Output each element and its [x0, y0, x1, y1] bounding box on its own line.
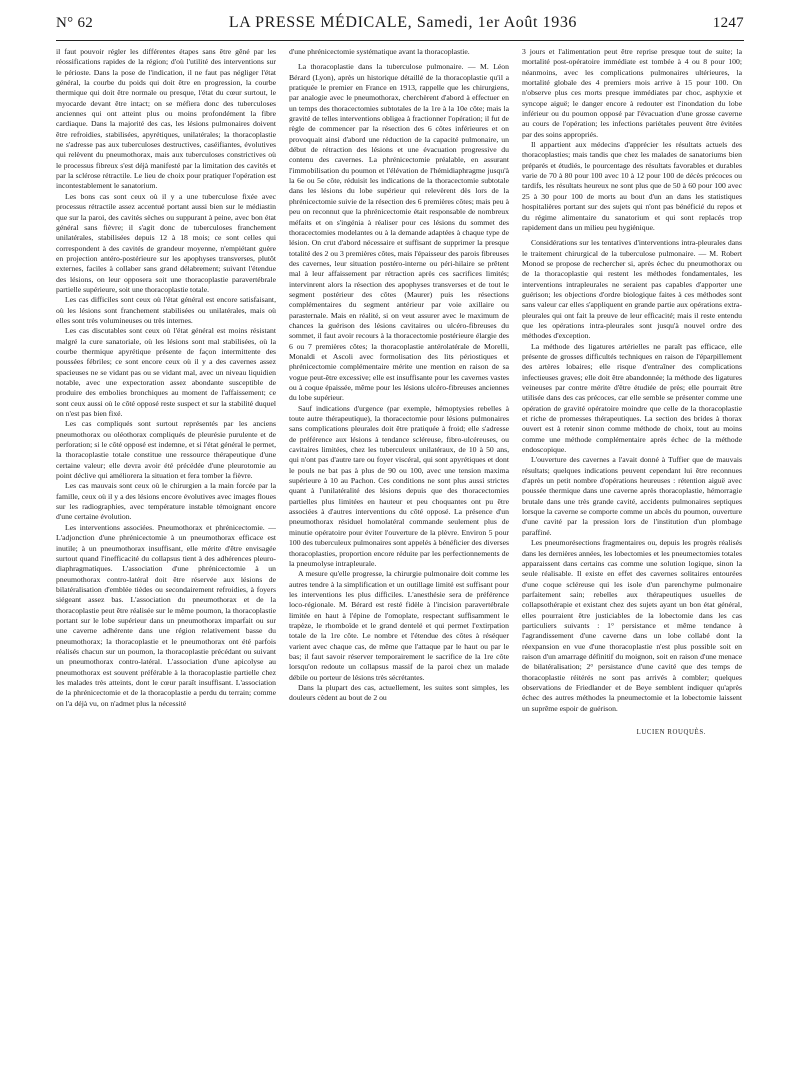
running-header [56, 14, 744, 40]
journal-title: LA PRESSE MÉDICALE, Samedi, 1er Août 1936 [228, 14, 578, 31]
paragraph: il faut pouvoir régler les différentes étapes sans être gêné par les réossifications rapides de la région; d'où l'utilité des interventions sur le périoste. Dans la pose de l'indication, il ne faut pas négliger l'état général, la courbe du poids qui doit être en progression, la courbe thermique qui doit être normale ou presque, l'état du cœur surtout, le myocarde devant être intact; on se méfiera donc des tuberculoses anciennes qui ont atteint plus ou moins profondément la fibre cardiaque. Dans la majorité des cas, les lésions pulmonaires doivent être refroidies, stabilisées, apyrétiques, unilatérales; la thoracoplastie ne s'adresse pas aux tuberculoses destructives, caséifiantes, évolutives qui relèvent du pneumothorax, mais aux tuberculoses constrictives où le processus fibreux s'est déjà manifesté par la limitation des cavités et par la sclérose rétractile. Le lieu de choix pour pratiquer l'opération est incontestablement le sanatorium. [56, 47, 276, 191]
text-columns [56, 47, 744, 1077]
paragraph: Les cas discutables sont ceux où l'état général est moins résistant malgré la cure sanatoriale, où les lésions sont mal stabilisées, où la courbe thermique apyrétique présente de façon intermittente des poussées fébriles; ce sont encore ceux où il y a des cavernes assez spacieuses ne se vidant pas ou se vidant mal, avec un niveau liquidien notable, avec une expectoration assez abondante susceptible de produire des embolies bronchiques au moment de l'affaissement; ce sont ceux aussi où le côté opposé reste suspect et sur la stabilité duquel on n'est pas bien fixé. [56, 326, 276, 419]
column-1 [56, 47, 276, 1077]
paragraph: Les cas compliqués sont surtout représentés par les anciens pneumothorax ou oléothorax compliqués de pleurésie purulente et de perforation; si le côté opposé est indemne, et si l'état général le permet, la thoracoplastie totale constitue une ressource thérapeutique d'une certaine valeur; elle devra avoir été précédée d'une pleurotomie au point déclive qui améliorera la situation et fera tomber la fièvre. [56, 419, 276, 481]
section-paragraph: Considérations sur les tentatives d'interventions intra-pleurales dans le traitement chirurgical de la tuberculose pulmonaire. — M. Robert Monod se propose de rechercher si, après échec du pneumothorax ou de la thoracoplastie qui restent les méthodes fondamentales, les interventions intrapleurales ne seraient pas capables d'apporter une guérison; les objections d'ordre biologique faites à ces méthodes sont sans valeur car elles s'appliquent en grande partie aux opérations extra-pleurales qui ont fait la preuve de leur efficacité; mais il reste entendu que les opérations intra-pleurales sont jusqu'à nouvel ordre des méthodes d'exception. [522, 238, 742, 341]
paragraph: Les interventions associées. Pneumothorax et phrénicectomie. — L'adjonction d'une phrénicectomie à un pneumothorax efficace est inutile; à un pneumothorax insuffisant, elle mérite d'être envisagée surtout quand l'inefficacité du collapsus tient à des adhérences pleuro-diaphragmatiques. L'association d'une phrénicectomie à un pneumothorax contro-latéral doit être réservée aux lésions de bilatéralisation d'emblée tièdes ou secondairement refroidies, à foyers siégeant assez bas. L'association du pneumothorax et de la thoracoplastie peut être réalisée sur le même poumon, la thoracoplastie portant sur le lobe supérieur dans un pneumothorax imparfait ou sur une caverne adhérente dans une région relativement basse du pneumothorax; la thoracoplastie et le pneumothorax ont été parfois réalisés chacun sur un poumon, la thoracoplastie précédant ou suivant un pneumothorax contro-latéral. L'association d'une apicolyse au pneumothorax est souvent préférable à la thoracoplastie partielle chez les malades très atteints, dont le cœur paraît insuffisant. L'association de la phrénicectomie et de la thoracoplastie a perdu du terrain; comme on l'a déjà vu, on n'admet plus la nécessité [56, 522, 276, 708]
paragraph: 3 jours et l'alimentation peut être reprise presque tout de suite; la mortalité post-opératoire immédiate est tombée à 4 ou 8 pour 100; néanmoins, avec les complications pulmonaires ultérieures, la mortalité globale des 4 premiers mois arrive à 15 pour 100. On n'observe plus ces morts presque immédiates par choc, asphyxie et syncope aiguë; le danger encore à redouter est l'inondation du lobe inférieur ou du poumon opposé par l'évacuation d'une grosse caverne au cours de l'opération; les infections pariétales peuvent être évitées par des soins appropriés. [522, 47, 742, 139]
paragraph: Sauf indications d'urgence (par exemple, hémoptysies rebelles à toute autre thérapeutique), la thoracectomie pour lésions pulmonaires sans complications pleurales doit être pratiquée à froid; elle s'adresse de préférence aux lésions à tendance scléreuse, fibro-ulcéreuses, ou cavitaires limitées, chez les tuberculeux unilatéraux, de 10 à 50 ans, qui n'ont pas d'autre tare ou foyer viscéral, qui sont apyrétiques et dont le pouls ne bat pas à plus de 90 ou 100, avec une tension maxima supérieure à 10 au Pachon. Ces conditions ne sont plus aussi strictes quant à l'unilatéralité des lésions depuis que des thoracectomies partielles plus limitées en hauteur et peu choquantes ont pu être associées à d'autres interventions du côté opposé. La présence d'un pneumothorax résiduel homolatéral commande seulement plus de minutie opératoire pour éviter l'ouverture de la plèvre. Environ 5 pour 100 des tuberculeux pulmonaires sont appelés à bénéficier des diverses thoracoplasties, proportion encore réduite par les perfectionnements de la pneumolyse intrapleurale. [289, 403, 509, 568]
section-paragraph: La thoracoplastie dans la tuberculose pulmonaire. — M. Léon Bérard (Lyon), après un historique détaillé de la thoracoplastie qu'il a pratiquée le premier en France en 1913, rappelle que les chirurgiens, par analogie avec le pneumothorax, cherchèrent d'abord à effectuer en un temps des thoracectomies subtotales de la 1re à la 10e côte; mais la gravité de telles interventions obligea à fractionner l'opération; il fut de règle de commencer par la résection des 6 côtes inférieures et on provoquait ainsi d'abord une réduction de la capacité pulmonaire, un début de rétraction des lésions et une évacuation progressive du contenu des cavernes. La phrénicectomie préalable, en assurant l'immobilisation du poumon et l'élévation de l'hémidiaphragme jusqu'à la 6e ou 5e côte, réduisit les indications de la thoracectomie subtotale dans les lésions du lobe supérieur qui relevèrent dès lors de la phrénicectomie suivie de la résection des 6 premières côtes; mais peu à peu on reconnut que la phrénicectomie était responsable de nombreux méfaits et on s'ingénia à réaliser pour ces lésions du sommet des thoracectomies modelantes ou à la demande adaptées à chaque type de lésion. On crut d'abord nécessaire et suffisant de supprimer la presque totalité des 2 ou 3 premières côtes, mais l'épaisseur des parois fibreuses des cavernes, leur situation postéro-interne ou péri-hilaire se prêtent mal à leur affaissement par rétraction après ces sacrifices limités; intervinrent alors la résection des apophyses transverses et de tout le segment postérieur des côtes (Maurer) puis les résections complémentaires du segment antérieur par voie axillaire ou parasternale. Mais en réalité, si on veut assurer avec le maximum de chances la guérison des lésions cavitaires ou ulcéro-fibreuses du sommet, il faut avoir recours à la thoracectomie postérieure élargie des 6 ou 7 premières côtes; la thoracoplastie antérolatérale de Morelli, Monaldi et Ascoli avec formolisation des lits périostiques et phrénicectomie complémentaire mérite une mention en raison de sa vogue peut-être excessive; elle est insuffisante pour les cavernes vastes ou à coque épaissée, même pour les lésions ulcéro-fibreuses anciennes du lobe supérieur. [289, 62, 509, 403]
paragraph: d'une phrénicectomie systématique avant la thoracoplastie. [289, 47, 470, 56]
paragraph: La méthode des ligatures artérielles ne paraît pas efficace, elle présente de grosses difficultés techniques en raison de l'éparpillement des artères lobaires; elle risque d'entraîner des complications infectieuses graves; elle doit être abandonnée; la méthode des ligatures veineuses par contre mérite d'être étudiée de près; elle pourrait être utilisée dans des cas précoces, car elle semble se présenter comme une opération de gravité opératoire moindre que celle de la thoracoplastie et riche de promesses thérapeutiques. La section des brides à thorax ouvert est à retenir sinon comme méthode de choix, tout au moins comme une méthode complémentaire après échec de la méthode endoscopique. [522, 341, 742, 455]
paragraph: Les cas difficiles sont ceux où l'état général est encore satisfaisant, où les lésions sont franchement stabilisées ou unilatérales, mais où elles sont très volumineuses ou très internes. [56, 295, 276, 325]
paragraph: L'ouverture des cavernes a l'avait donné à Tuffier que de mauvais résultats; quelques indications peuvent cependant lui être reconnues d'après un petit nombre d'opérations heureuses : rétention aiguë avec poussée thermique dans une caverne après thoracoplastie, hémorragie brutale dans une très grande cavité, accidents pulmonaires septiques lorsque la caverne se comporte comme un abcès du poumon, ouverture d'une cavité par la pression lors de l'institution d'un plombage paraffiné. [522, 455, 742, 537]
author-byline: LUCIEN ROUQUÈS. [636, 729, 706, 736]
page-number: 1247 [712, 15, 744, 31]
header-rule [56, 40, 744, 41]
column-2 [289, 47, 509, 1077]
column-3 [522, 47, 742, 1077]
paragraph: Les cas mauvais sont ceux où le chirurgien a la main forcée par la famille, ceux où il y a des lésions encore évolutives avec images floues sur les radiographies, avec température instable témoignant encore d'une certaine évolution. [56, 481, 276, 522]
paragraph: Les bons cas sont ceux où il y a une tuberculose fixée avec processus rétractile assez accentué portant aussi bien sur le médiastin que sur la paroi, des cavités sèches ou suppurant à peine, avec bon état général sans fièvre; il s'agit donc de tuberculoses franchement unilatérales, stabilisées depuis 12 à 18 mois; ce sont celles qui correspondent à des cavités de grandeur moyenne, n'empiétant guère en projection antéro-postérieure sur les apophyses transverses, plutôt externes, faciles à collaber sans grand délabrement; suivant l'étendue des lésions, on leur opposera soit une thoracoplastie paravertébrale partielle supérieure, soit une thoracoplastie totale. [56, 191, 276, 294]
paragraph: Il appartient aux médecins d'apprécier les résultats actuels des thoracoplasties; mais tandis que chez les malades de sanatoriums bien préparés et étudiés, le pourcentage des résultats favorables et durables varie de 70 à 80 pour 100 avec 10 à 12 pour 100 de décès précoces ou tardifs, les résultats heureux ne sont plus que de 50 à 60 pour 100 avec 25 à 30 pour 100 de morts au bout d'un an dans les statistiques hospitalières portant sur des sujets qui n'ont pas bénéficié du repos et du régime alimentaire du sanatorium et qui sont replacés trop rapidement dans un milieu peu hygiénique. [522, 140, 742, 232]
issue-number: N° 62 [56, 15, 94, 31]
paragraph: Dans la plupart des cas, actuellement, les suites sont simples, les douleurs cèdent au bout de 2 ou [289, 682, 509, 703]
paragraph: A mesure qu'elle progresse, la chirurgie pulmonaire doit comme les autres tendre à la simplification et un outillage limité est suffisant pour les interventions les plus difficiles. L'anesthésie sera de préférence loco-régionale. M. Bérard est resté fidèle à l'incision paravertébrale limitée en haut à l'épine de l'omoplate, respectant suffisamment le trapèze, le rhomboïde et le grand dentelé et qui permet l'extirpation totale de la 1re côte. Le nombre et l'étendue des côtes à réséquer varient avec chaque cas, de même que l'attaque par le haut ou par le bas; il faut savoir réserver temporairement le sacrifice de la 1re côte lorsqu'on redoute un collapsus massif de la paroi chez un malade débile ou porteur de lésions très sécrétantes. [289, 569, 509, 682]
paragraph: Les pneumorésections fragmentaires ou, depuis les progrès réalisés dans les dernières années, les lobectomies et les pneumectomies totales apparaissent dans certains cas comme une solution logique, sinon la seule réalisable. Il existe en effet des cavernes solitaires entourées d'une coque scléreuse qui les isole d'un parenchyme pulmonaire parfaitement sain; rebelles aux thérapeutiques usuelles de collapsothérapie et existant chez des sujets ayant un bon état général, elles pourraient être justiciables de la lobectomie dans les cas particuliers suivants : 1° persistance et même tendance à l'agrandissement d'une caverne dans un lobe collabé dont la réexpansion en vue d'une thoracoplastie n'est plus possible soit en raison d'un amarrage définitif du moignon, soit en raison d'une menace de bilatéralisation; 2° persistance d'une cavité que des temps de thoracoplastie réitérés ne sont pas arrivés à combler; quelques observations de Friedlander et de Beye semblent indiquer qu'après échec des autres méthodes la pneumectomie et la lobectomie laissent un suprême espoir de guérison. [522, 538, 742, 713]
